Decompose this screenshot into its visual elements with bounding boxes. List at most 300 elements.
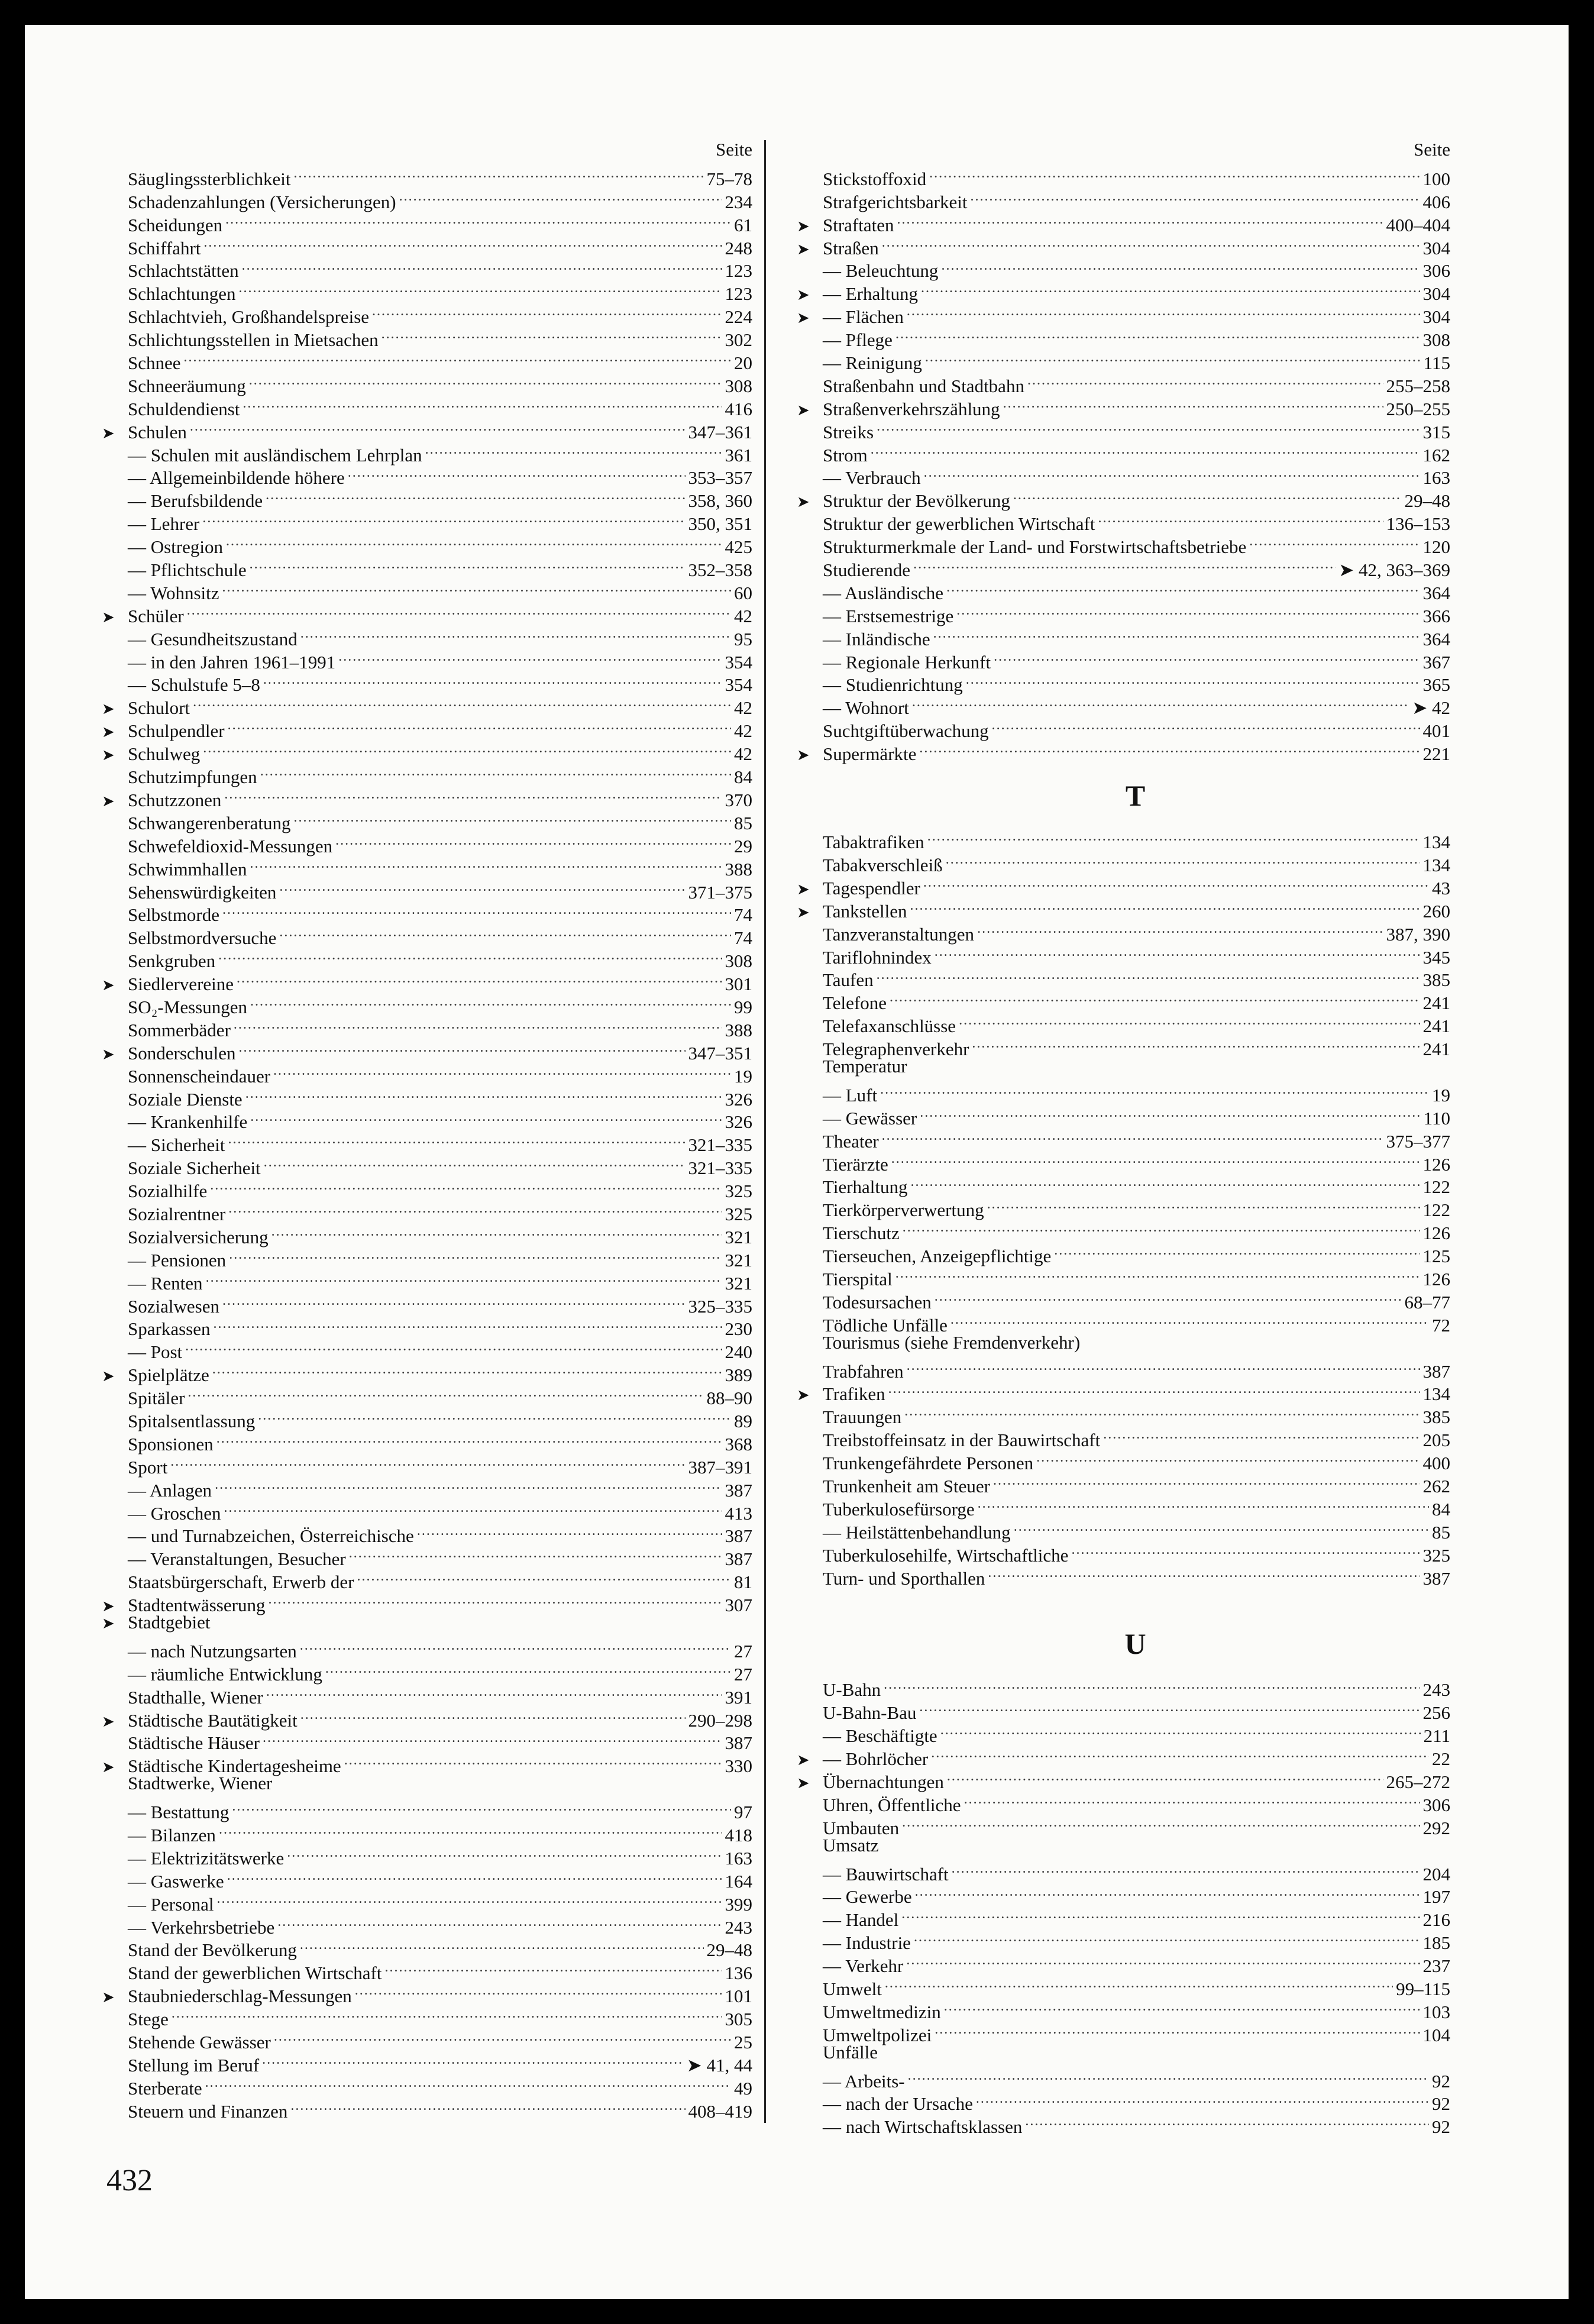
dot-leader bbox=[203, 737, 731, 760]
entry-label: Schüler bbox=[128, 605, 184, 626]
entry-page-ref: 100 bbox=[1422, 168, 1450, 189]
entry-page-ref: 43 bbox=[1432, 877, 1450, 898]
index-column-right bbox=[797, 137, 1450, 2138]
dot-leader bbox=[279, 875, 685, 898]
dot-leader bbox=[940, 1719, 1421, 1742]
entry-page-ref: 387 bbox=[725, 1733, 752, 1754]
entry-page-ref: 27 bbox=[734, 1663, 752, 1685]
dot-leader bbox=[381, 323, 722, 346]
index-entry bbox=[102, 1611, 752, 1634]
dot-leader bbox=[203, 231, 722, 254]
index-entry bbox=[797, 1124, 1450, 1152]
entry-label: — Verkehrsbetriebe bbox=[128, 1916, 275, 1938]
entry-label: — Berufsbildende bbox=[128, 490, 263, 512]
dot-leader bbox=[925, 346, 1421, 369]
entry-page-ref: 308 bbox=[725, 951, 752, 972]
entry-page-ref: 321 bbox=[725, 1249, 752, 1271]
dot-leader bbox=[882, 1124, 1383, 1148]
entry-page-ref: 350, 351 bbox=[688, 513, 752, 535]
entry-label: Soziale Sicherheit bbox=[128, 1158, 261, 1179]
entry-page-ref: 134 bbox=[1422, 854, 1450, 875]
entry-label: Staatsbürgerschaft, Erwerb der bbox=[128, 1572, 354, 1593]
arrow-marker-icon: ➤ bbox=[102, 1712, 115, 1730]
dot-leader bbox=[885, 1972, 1393, 1995]
arrow-marker-icon: ➤ bbox=[102, 700, 115, 718]
entry-label: — Anlagen bbox=[128, 1479, 212, 1501]
index-entry bbox=[102, 2002, 752, 2030]
entry-page-ref: 29–48 bbox=[706, 1940, 752, 1961]
entry-page-ref: 49 bbox=[734, 2077, 752, 2099]
entry-page-ref: 260 bbox=[1422, 900, 1450, 922]
index-entry bbox=[797, 346, 1450, 374]
entry-page-ref: 391 bbox=[725, 1686, 752, 1708]
dot-leader bbox=[229, 1243, 722, 1266]
entry-page-ref: 400–404 bbox=[1386, 214, 1450, 235]
entry-label: Sozialrentner bbox=[128, 1203, 226, 1224]
dot-leader bbox=[1249, 530, 1420, 553]
dot-leader bbox=[915, 1880, 1420, 1903]
dot-leader bbox=[277, 1911, 722, 1934]
entry-page-ref: 85 bbox=[1432, 1521, 1450, 1543]
dot-leader bbox=[232, 1795, 731, 1818]
entry-page-ref: 361 bbox=[725, 444, 752, 466]
entry-page-ref: 122 bbox=[1422, 1176, 1450, 1198]
entry-label: Stellung im Beruf bbox=[128, 2054, 260, 2076]
entry-label: Selbstmorde bbox=[128, 904, 219, 926]
dot-leader bbox=[172, 2002, 722, 2025]
dot-leader bbox=[901, 1903, 1420, 1926]
entry-page-ref: 92 bbox=[1432, 2116, 1450, 2138]
arrow-marker-icon: ➤ bbox=[797, 1386, 810, 1404]
entry-page-ref: 387 bbox=[725, 1549, 752, 1570]
dot-leader bbox=[260, 760, 731, 783]
dot-leader bbox=[222, 576, 731, 599]
entry-label: Tabakverschleiß bbox=[823, 854, 943, 875]
entry-label: Schlachtvieh, Großhandelspreise bbox=[128, 306, 370, 328]
dot-leader bbox=[944, 1995, 1420, 2018]
dot-leader bbox=[193, 691, 731, 714]
entry-label: Tariflohnindex bbox=[823, 946, 932, 968]
entry-page-ref: 401 bbox=[1422, 720, 1450, 742]
entry-page-ref: 367 bbox=[1422, 651, 1450, 673]
entry-page-ref: 425 bbox=[725, 536, 752, 558]
index-entry bbox=[102, 691, 752, 719]
arrow-marker-icon: ➤ bbox=[102, 746, 115, 764]
entry-page-ref: 126 bbox=[1422, 1223, 1450, 1244]
arrow-marker-icon: ➤ bbox=[102, 1759, 115, 1776]
entry-label: Stege bbox=[128, 2009, 169, 2030]
entry-label: — Sicherheit bbox=[128, 1134, 225, 1156]
dot-leader bbox=[1054, 1239, 1420, 1262]
entry-label: Straftaten bbox=[823, 214, 894, 235]
dot-leader bbox=[935, 1285, 1402, 1308]
dot-leader bbox=[897, 208, 1383, 231]
dot-leader bbox=[1014, 1515, 1429, 1538]
index-entry bbox=[797, 1009, 1450, 1037]
index-entry bbox=[797, 1696, 1450, 1724]
dot-leader bbox=[1036, 1446, 1420, 1469]
entry-label: Telefaxanschlüsse bbox=[823, 1016, 956, 1037]
entry-page-ref: 416 bbox=[725, 398, 752, 419]
dot-leader bbox=[250, 553, 686, 576]
index-entry bbox=[797, 986, 1450, 1014]
entry-page-ref: 345 bbox=[1422, 946, 1450, 968]
entry-label: Schneeräumung bbox=[128, 375, 246, 396]
dot-leader bbox=[902, 1811, 1420, 1834]
index-column-left bbox=[102, 137, 752, 2122]
entry-label: — Gaswerke bbox=[128, 1870, 224, 1892]
dot-leader bbox=[871, 438, 1420, 461]
entry-page-ref: 325 bbox=[1422, 1544, 1450, 1566]
entry-label: Strom bbox=[823, 444, 868, 466]
arrow-marker-icon: ➤ bbox=[102, 1045, 115, 1063]
index-list bbox=[797, 1673, 1450, 2138]
entry-page-ref: 389 bbox=[725, 1365, 752, 1386]
dot-leader bbox=[325, 1657, 731, 1680]
entry-label: Todesursachen bbox=[823, 1291, 932, 1313]
entry-page-ref: 99 bbox=[734, 996, 752, 1017]
entry-page-ref: 292 bbox=[1422, 1817, 1450, 1838]
dot-leader bbox=[250, 1106, 722, 1129]
entry-page-ref: 136–153 bbox=[1386, 513, 1450, 535]
entry-page-ref: 306 bbox=[1422, 260, 1450, 282]
entry-label: Schwimmhallen bbox=[128, 858, 247, 880]
entry-label: Sonderschulen bbox=[128, 1042, 236, 1064]
entry-page-ref: 101 bbox=[725, 1986, 752, 2007]
entry-page-ref: 321 bbox=[725, 1226, 752, 1247]
dot-leader bbox=[1098, 507, 1383, 530]
entry-label: Städtische Häuser bbox=[128, 1733, 260, 1754]
dot-leader bbox=[907, 300, 1420, 323]
dot-leader bbox=[923, 871, 1429, 894]
entry-label: Sozialhilfe bbox=[128, 1181, 208, 1202]
entry-page-ref: 387 bbox=[1422, 1567, 1450, 1589]
entry-label: Struktur der Bevölkerung bbox=[823, 490, 1010, 512]
entry-page-ref: 123 bbox=[725, 260, 752, 282]
index-entry bbox=[797, 1262, 1450, 1289]
index-entry bbox=[102, 599, 752, 626]
entry-page-ref: 408–419 bbox=[688, 2100, 752, 2122]
entry-label: — in den Jahren 1961–1991 bbox=[128, 651, 336, 673]
entry-label: Struktur der gewerblichen Wirtschaft bbox=[823, 513, 1095, 535]
entry-page-ref: 134 bbox=[1422, 1384, 1450, 1405]
entry-page-ref: 375–377 bbox=[1386, 1130, 1450, 1152]
entry-page-ref: 365 bbox=[1422, 674, 1450, 696]
index-entry bbox=[797, 1995, 1450, 2022]
entry-page-ref: 241 bbox=[1422, 993, 1450, 1014]
entry-label: Tabaktrafiken bbox=[823, 832, 924, 853]
entry-label: Sterberate bbox=[128, 2077, 202, 2099]
dot-leader bbox=[417, 1520, 722, 1543]
entry-page-ref: 74 bbox=[734, 904, 752, 926]
dot-leader bbox=[895, 323, 1420, 346]
entry-label: — Erhaltung bbox=[823, 283, 918, 305]
entry-page-ref: 211 bbox=[1423, 1725, 1450, 1747]
entry-label: Selbstmordversuche bbox=[128, 927, 277, 949]
entry-label: Strafgerichtsbarkeit bbox=[823, 191, 968, 212]
dot-leader bbox=[218, 944, 722, 967]
entry-label: Tierspital bbox=[823, 1268, 893, 1289]
dot-leader bbox=[357, 1565, 731, 1588]
dot-leader bbox=[290, 2094, 685, 2118]
index-entry bbox=[102, 346, 752, 374]
entry-page-ref: 110 bbox=[1423, 1107, 1450, 1129]
arrow-marker-icon: ➤ bbox=[797, 286, 810, 304]
dot-leader bbox=[224, 783, 722, 806]
entry-page-ref: 68–77 bbox=[1404, 1291, 1450, 1313]
entry-label: Suchtgiftüberwachung bbox=[823, 720, 989, 742]
entry-page-ref: 325 bbox=[725, 1181, 752, 1202]
entry-page-ref: 304 bbox=[1422, 283, 1450, 305]
entry-label: — Pflege bbox=[823, 329, 893, 351]
entry-label: Sozialwesen bbox=[128, 1295, 219, 1317]
dot-leader bbox=[237, 967, 722, 990]
dot-leader bbox=[245, 1082, 722, 1106]
entry-label: — Gewässer bbox=[823, 1107, 917, 1129]
entry-page-ref: 92 bbox=[1432, 2070, 1450, 2092]
entry-label: Städtische Kindertagesheime bbox=[128, 1756, 341, 1777]
index-entry bbox=[797, 461, 1450, 489]
entry-page-ref: ➤ 42 bbox=[1412, 697, 1450, 719]
dot-leader bbox=[384, 1956, 722, 1979]
dot-leader bbox=[355, 1979, 722, 2002]
dot-leader bbox=[880, 1078, 1429, 1101]
arrow-marker-icon: ➤ bbox=[797, 217, 810, 235]
entry-label: — nach der Ursache bbox=[823, 2093, 973, 2115]
entry-label: — Verbrauch bbox=[823, 467, 921, 489]
dot-leader bbox=[927, 825, 1420, 848]
entry-label: Schadenzahlungen (Versicherungen) bbox=[128, 191, 396, 212]
index-entry bbox=[797, 1355, 1450, 1382]
dot-leader bbox=[205, 2071, 731, 2094]
dot-leader bbox=[904, 1400, 1420, 1423]
entry-label: Schutzimpfungen bbox=[128, 767, 257, 788]
dot-leader bbox=[1013, 484, 1402, 507]
dot-leader bbox=[952, 1857, 1420, 1880]
entry-page-ref: 20 bbox=[734, 353, 752, 374]
arrow-marker-icon: ➤ bbox=[102, 1989, 115, 2006]
entry-label: — Pflichtschule bbox=[128, 560, 247, 581]
entry-label: — nach Nutzungsarten bbox=[128, 1640, 297, 1662]
entry-label: Tagespendler bbox=[823, 877, 920, 898]
entry-label: — Studienrichtung bbox=[823, 674, 963, 696]
dot-leader bbox=[987, 1193, 1420, 1216]
dot-leader bbox=[941, 254, 1420, 277]
entry-page-ref: 387 bbox=[725, 1479, 752, 1501]
entry-page-ref: 237 bbox=[1422, 1955, 1450, 1977]
dot-leader bbox=[210, 1174, 722, 1197]
entry-label: U-Bahn-Bau bbox=[823, 1702, 917, 1724]
entry-page-ref: 164 bbox=[725, 1870, 752, 1892]
entry-label: — Handel bbox=[823, 1909, 899, 1931]
dot-leader bbox=[976, 2087, 1429, 2110]
column-divider bbox=[764, 140, 766, 2123]
dot-leader bbox=[300, 622, 731, 645]
arrow-marker-icon: ➤ bbox=[102, 977, 115, 994]
dot-leader bbox=[263, 1727, 722, 1750]
entry-label: Schwangerenberatung bbox=[128, 812, 291, 833]
entry-label: — Veranstaltungen, Besucher bbox=[128, 1549, 346, 1570]
entry-label: Trabfahren bbox=[823, 1360, 904, 1382]
dot-leader bbox=[300, 1704, 686, 1727]
entry-label: Stadtwerke, Wiener bbox=[128, 1773, 273, 1794]
entry-label: Trunkenheit am Steuer bbox=[823, 1475, 990, 1496]
entry-page-ref: 42 bbox=[734, 697, 752, 719]
entry-page-ref: 358, 360 bbox=[688, 490, 752, 512]
arrow-marker-icon: ➤ bbox=[797, 401, 810, 419]
entry-label: — Arbeits- bbox=[823, 2070, 905, 2092]
dot-leader bbox=[227, 1864, 722, 1887]
dot-leader bbox=[992, 714, 1420, 737]
entry-page-ref: 92 bbox=[1432, 2093, 1450, 2115]
entry-label: — räumliche Entwicklung bbox=[128, 1663, 322, 1685]
index-entry bbox=[797, 162, 1450, 189]
entry-page-ref: 306 bbox=[1422, 1794, 1450, 1815]
entry-label: Sparkassen bbox=[128, 1318, 211, 1340]
entry-page-ref: 305 bbox=[725, 2009, 752, 2030]
entry-page-ref: 241 bbox=[1422, 1039, 1450, 1060]
dot-leader bbox=[274, 2025, 731, 2048]
arrow-marker-icon: ➤ bbox=[797, 880, 810, 898]
entry-page-ref: 387, 390 bbox=[1386, 923, 1450, 945]
dot-leader bbox=[931, 1742, 1429, 1765]
entry-label: — Pensionen bbox=[128, 1249, 227, 1271]
dot-leader bbox=[425, 438, 722, 461]
entry-label: Schutzzonen bbox=[128, 789, 222, 810]
dot-leader bbox=[187, 599, 731, 622]
entry-page-ref: 123 bbox=[725, 283, 752, 305]
entry-label: Schlachtungen bbox=[128, 283, 236, 305]
index-entry bbox=[797, 1331, 1450, 1355]
entry-page-ref: 204 bbox=[1422, 1863, 1450, 1885]
entry-label: Umsatz bbox=[823, 1834, 879, 1856]
entry-label: Turn- und Sporthallen bbox=[823, 1567, 985, 1589]
entry-page-ref: 354 bbox=[725, 674, 752, 696]
entry-label: Streiks bbox=[823, 421, 874, 442]
seite-header: Seite bbox=[716, 139, 752, 160]
entry-page-ref: 97 bbox=[734, 1802, 752, 1823]
index-list bbox=[797, 825, 1450, 1589]
entry-label: Tierschutz bbox=[823, 1223, 900, 1244]
dot-leader bbox=[222, 1289, 686, 1313]
entry-label: Stand der gewerblichen Wirtschaft bbox=[128, 1963, 382, 1984]
entry-label: Sponsionen bbox=[128, 1433, 214, 1454]
dot-leader bbox=[1025, 2110, 1429, 2133]
index-list bbox=[102, 162, 752, 2122]
dot-leader bbox=[978, 1492, 1429, 1515]
entry-page-ref: 185 bbox=[1422, 1932, 1450, 1954]
entry-page-ref: 302 bbox=[725, 329, 752, 351]
dot-leader bbox=[224, 1496, 722, 1520]
entry-page-ref: ➤ 42, 363–369 bbox=[1338, 560, 1450, 581]
dot-leader bbox=[910, 894, 1420, 917]
entry-label: Umweltmedizin bbox=[823, 2001, 941, 2022]
entry-page-ref: 353–357 bbox=[688, 467, 752, 489]
entry-page-ref: 304 bbox=[1422, 306, 1450, 328]
entry-label: Sommerbäder bbox=[128, 1019, 231, 1040]
arrow-marker-icon: ➤ bbox=[797, 1751, 810, 1769]
entry-page-ref: 221 bbox=[1422, 744, 1450, 765]
entry-label: Scheidungen bbox=[128, 214, 223, 235]
entry-label: Tierseuchen, Anzeigepflichtige bbox=[823, 1246, 1052, 1267]
dot-leader bbox=[344, 1749, 722, 1772]
entry-page-ref: 104 bbox=[1422, 2024, 1450, 2045]
entry-label: Theater bbox=[823, 1130, 879, 1152]
dot-leader bbox=[185, 1335, 722, 1358]
entry-page-ref: 162 bbox=[1422, 444, 1450, 466]
entry-label: Tuberkulosefürsorge bbox=[823, 1498, 975, 1520]
entry-page-ref: 240 bbox=[725, 1342, 752, 1363]
entry-label: — Wohnort bbox=[823, 697, 909, 719]
entry-page-ref: 388 bbox=[725, 1019, 752, 1040]
dot-leader bbox=[184, 346, 731, 369]
dot-leader bbox=[950, 1308, 1429, 1331]
entry-page-ref: 364 bbox=[1422, 582, 1450, 603]
entry-label: Straßenbahn und Stadtbahn bbox=[823, 375, 1024, 396]
entry-label: Schlachtstätten bbox=[128, 260, 239, 282]
entry-page-ref: 250–255 bbox=[1386, 398, 1450, 419]
index-entry bbox=[102, 415, 752, 442]
entry-label: — Renten bbox=[128, 1272, 203, 1294]
entry-label: SO₂-Messungen bbox=[128, 996, 247, 1017]
dot-leader bbox=[266, 484, 685, 507]
dot-leader bbox=[1071, 1538, 1420, 1562]
entry-page-ref: 364 bbox=[1422, 628, 1450, 649]
entry-label: — und Turnabzeichen, Österreichische bbox=[128, 1525, 414, 1547]
dot-leader bbox=[372, 300, 722, 323]
entry-page-ref: 330 bbox=[725, 1756, 752, 1777]
dot-leader bbox=[947, 1765, 1383, 1788]
arrow-marker-icon: ➤ bbox=[797, 240, 810, 258]
index-entry bbox=[102, 438, 752, 466]
dot-leader bbox=[293, 806, 731, 829]
entry-page-ref: 25 bbox=[734, 2032, 752, 2053]
entry-label: — Bauwirtschaft bbox=[823, 1863, 949, 1885]
entry-label: — Bestattung bbox=[128, 1802, 229, 1823]
entry-page-ref: 126 bbox=[1422, 1153, 1450, 1175]
entry-page-ref: 326 bbox=[725, 1088, 752, 1110]
entry-label: — nach Wirtschaftsklassen bbox=[823, 2116, 1023, 2138]
entry-label: Tierärzte bbox=[823, 1153, 888, 1175]
dot-leader bbox=[921, 277, 1420, 300]
dot-leader bbox=[226, 530, 722, 553]
entry-label: Umbauten bbox=[823, 1817, 900, 1838]
section-letter-u: U bbox=[1124, 1627, 1146, 1660]
entry-page-ref: 262 bbox=[1422, 1475, 1450, 1496]
entry-label: Temperatur bbox=[823, 1056, 907, 1077]
entry-label: Tierhaltung bbox=[823, 1176, 908, 1198]
dot-leader bbox=[912, 691, 1409, 714]
entry-page-ref: ➤ 41, 44 bbox=[686, 2054, 752, 2076]
entry-label: — Groschen bbox=[128, 1502, 221, 1524]
dot-leader bbox=[228, 1197, 722, 1220]
entry-page-ref: 388 bbox=[725, 858, 752, 880]
entry-label: — Schulstufe 5–8 bbox=[128, 674, 260, 696]
dot-leader bbox=[972, 1032, 1420, 1055]
entry-label: Spitalsentlassung bbox=[128, 1410, 256, 1431]
dot-leader bbox=[903, 1216, 1420, 1239]
entry-label: Schiffahrt bbox=[128, 237, 201, 258]
entry-page-ref: 387 bbox=[1422, 1360, 1450, 1382]
dot-leader bbox=[217, 1887, 722, 1911]
dot-leader bbox=[977, 917, 1383, 940]
entry-page-ref: 371–375 bbox=[688, 881, 752, 903]
dot-leader bbox=[234, 1013, 722, 1036]
entry-label: — Gewerbe bbox=[823, 1886, 912, 1908]
index-entry bbox=[102, 1772, 752, 1795]
entry-page-ref: 321 bbox=[725, 1272, 752, 1294]
entry-label: Sport bbox=[128, 1456, 168, 1478]
